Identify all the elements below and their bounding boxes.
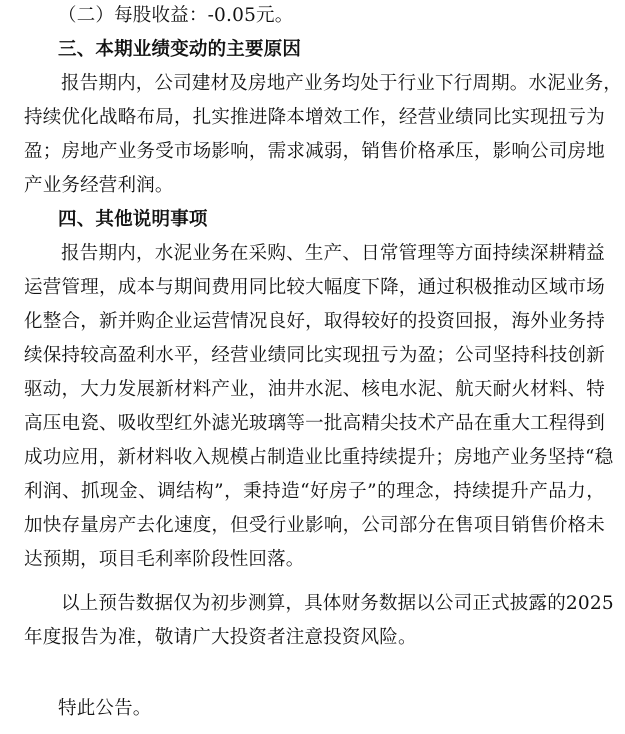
section-4-line: 续保持较高盈利水平，经营业绩同比实现扭亏为盈；公司坚持科技创新: [24, 345, 605, 366]
section-4-line: 化整合，新并购企业运营情况良好，取得较好的投资回报，海外业务持: [24, 311, 605, 332]
section-3-heading: 三、本期业绩变动的主要原因: [58, 39, 302, 60]
closing-text: 特此公告。: [58, 698, 152, 719]
section-3-line: 持续优化战略布局，扎实推进降本增效工作，经营业绩同比实现扭亏为: [24, 107, 605, 128]
section-3-line: 报告期内，公司建材及房地产业务均处于行业下行周期。水泥业务，: [61, 73, 623, 94]
section-4-heading: 四、其他说明事项: [58, 209, 208, 230]
section-4-line: 报告期内，水泥业务在采购、生产、日常管理等方面持续深耕精益: [61, 243, 605, 264]
disclaimer-line: 年度报告为准，敬请广大投资者注意投资风险。: [24, 627, 417, 648]
section-4-line: 成功应用，新材料收入规模占制造业比重持续提升；房地产业务坚持“稳: [24, 447, 614, 468]
section-4-line: 驱动，大力发展新材料产业，油井水泥、核电水泥、航天耐火材料、特: [24, 379, 605, 400]
eps-line: （二）每股收益：-0.05元。: [58, 5, 294, 26]
section-4-line: 达预期，项目毛利率阶段性回落。: [24, 549, 305, 570]
section-4-line: 高压电瓷、吸收型红外滤光玻璃等一批高精尖技术产品在重大工程得到: [24, 413, 605, 434]
section-3-line: 盈；房地产业务受市场影响，需求减弱，销售价格承压，影响公司房地: [24, 141, 605, 162]
section-4-line: 加快存量房产去化速度，但受行业影响，公司部分在售项目销售价格未: [24, 515, 605, 536]
disclaimer-line: 以上预告数据仅为初步测算，具体财务数据以公司正式披露的2025: [61, 593, 614, 614]
section-4-line: 运营管理，成本与期间费用同比较大幅度下降，通过积极推动区域市场: [24, 277, 605, 298]
section-3-line: 产业务经营利润。: [24, 175, 174, 196]
section-4-line: 利润、抓现金、调结构”，秉持造“好房子”的理念，持续提升产品力，: [24, 481, 605, 502]
